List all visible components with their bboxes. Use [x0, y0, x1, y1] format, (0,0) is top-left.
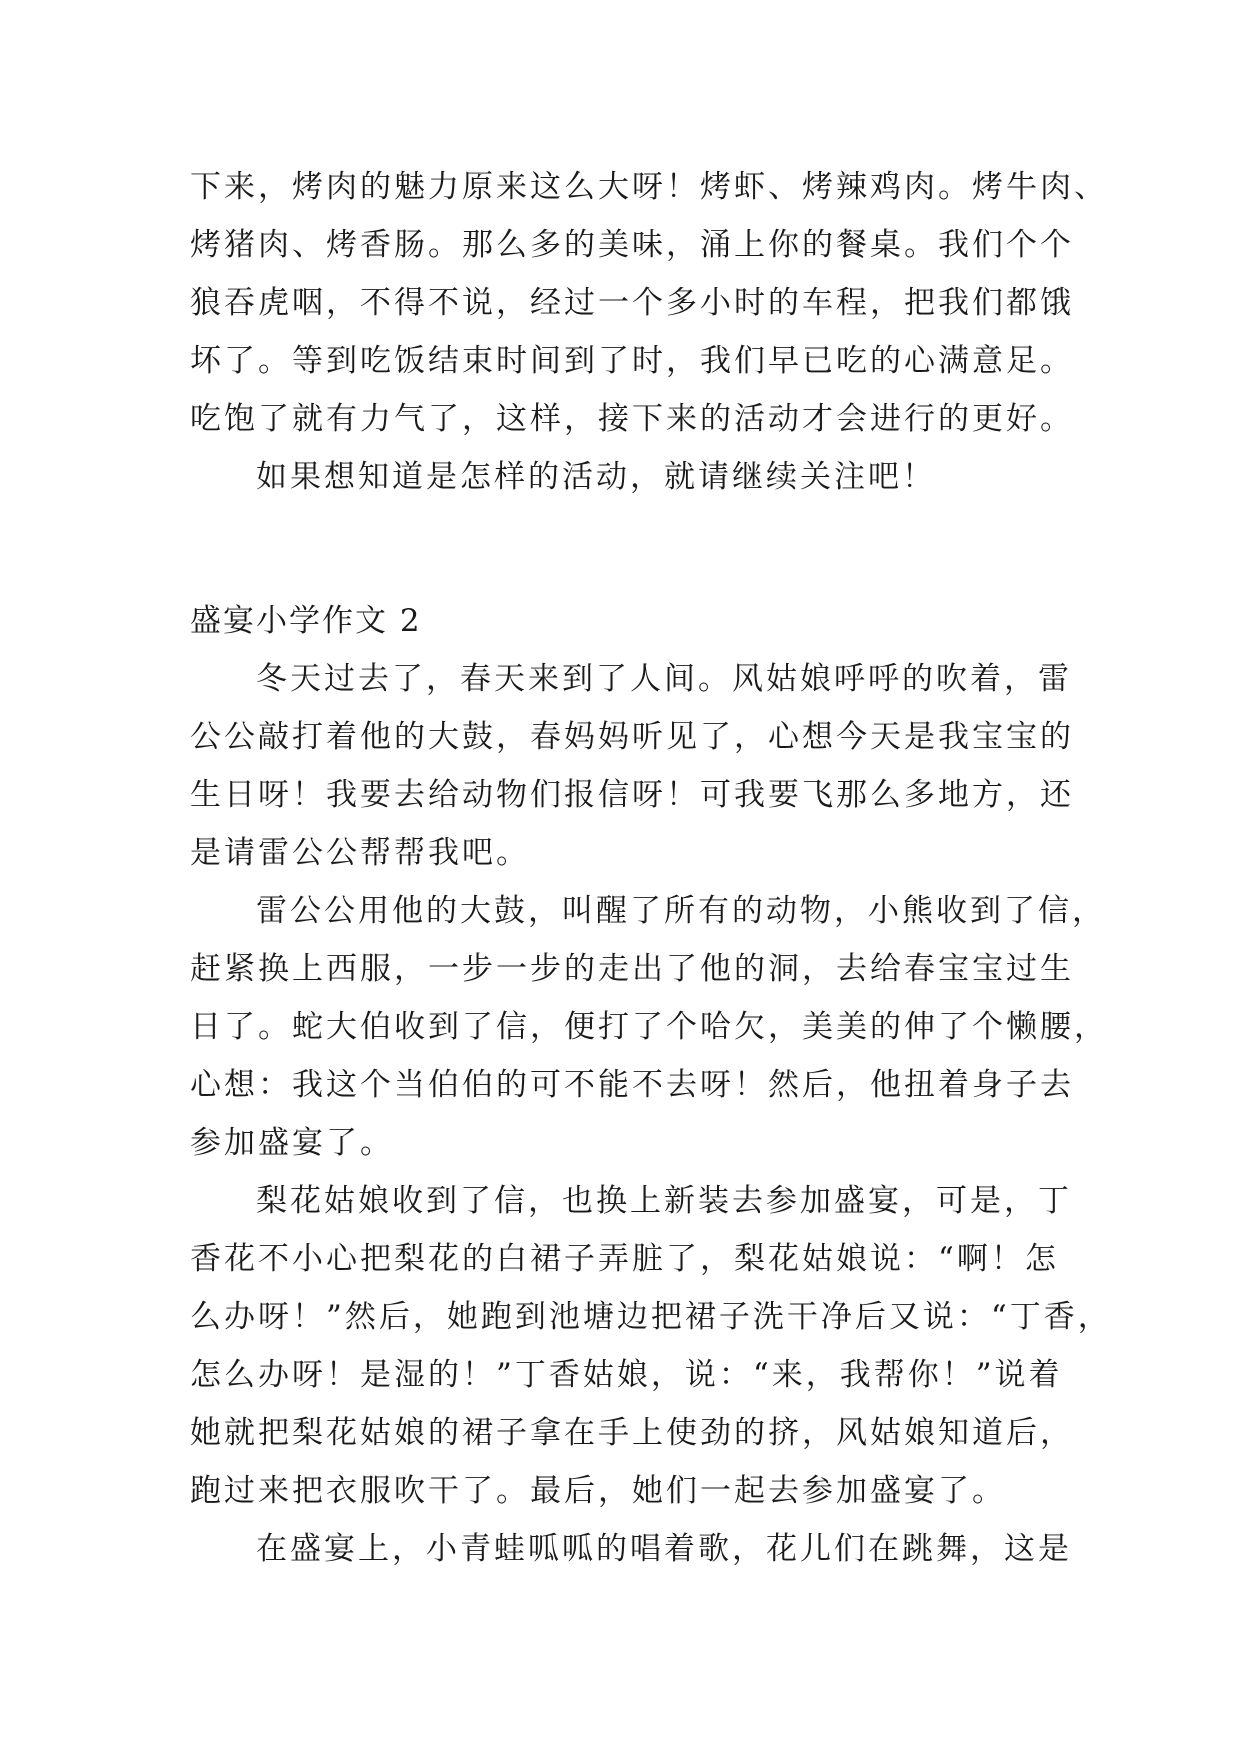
document-body [190, 158, 1112, 1578]
paragraph-line: 狼吞虎咽，不得不说，经过一个多小时的车程，把我们都饿 [190, 285, 1074, 321]
section-spacer [190, 506, 1060, 592]
paragraph-line: 在盛宴上，小青蛙呱呱的唱着歌，花儿们在跳舞，这是 [256, 1531, 1072, 1567]
paragraph-line: 跑过来把衣服吹干了。最后，她们一起去参加盛宴了。 [190, 1473, 1006, 1509]
paragraph-line: 冬天过去了，春天来到了人间。风姑娘呼呼的吹着，雷 [256, 661, 1072, 697]
paragraph-line: 吃饱了就有力气了，这样，接下来的活动才会进行的更好。 [190, 401, 1074, 437]
paragraph-line: 烤猪肉、烤香肠。那么多的美味，涌上你的餐桌。我们个个 [190, 227, 1074, 263]
paragraph-line: 坏了。等到吃饭结束时间到了时，我们早已吃的心满意足。 [190, 343, 1074, 379]
paragraph-line: 参加盛宴了。 [190, 1125, 394, 1161]
paragraph-line: 雷公公用他的大鼓，叫醒了所有的动物，小熊收到了信， [256, 893, 1106, 929]
essay-title: 盛宴小学作文 2 [190, 603, 422, 639]
paragraph-line: 梨花姑娘收到了信，也换上新装去参加盛宴，可是，丁 [256, 1183, 1072, 1219]
paragraph-line: 日了。蛇大伯收到了信，便打了个哈欠，美美的伸了个懒腰， [190, 1009, 1108, 1045]
paragraph-line: 香花不小心把梨花的白裙子弄脏了，梨花姑娘说：“啊！怎 [190, 1241, 1059, 1277]
paragraph-line: 下来，烤肉的魅力原来这么大呀！烤虾、烤辣鸡肉。烤牛肉、 [190, 169, 1108, 205]
paragraph-line: 赶紧换上西服，一步一步的走出了他的洞，去给春宝宝过生 [190, 951, 1074, 987]
paragraph-line: 如果想知道是怎样的活动，就请继续关注吧！ [256, 459, 936, 495]
paragraph-line: 么办呀！”然后，她跑到池塘边把裙子洗干净后又说：“丁香， [190, 1299, 1112, 1335]
paragraph-line: 怎么办呀！是湿的！”丁香姑娘，说：“来，我帮你！”说着 [190, 1357, 1063, 1393]
paragraph-line: 公公敲打着他的大鼓，春妈妈听见了，心想今天是我宝宝的 [190, 719, 1074, 755]
paragraph-line: 生日呀！我要去给动物们报信呀！可我要飞那么多地方，还 [190, 777, 1074, 813]
paragraph-line: 她就把梨花姑娘的裙子拿在手上使劲的挤，风姑娘知道后， [190, 1415, 1074, 1451]
paragraph-line: 是请雷公公帮帮我吧。 [190, 835, 530, 871]
paragraph-line: 心想：我这个当伯伯的可不能不去呀！然后，他扭着身子去 [190, 1067, 1074, 1103]
